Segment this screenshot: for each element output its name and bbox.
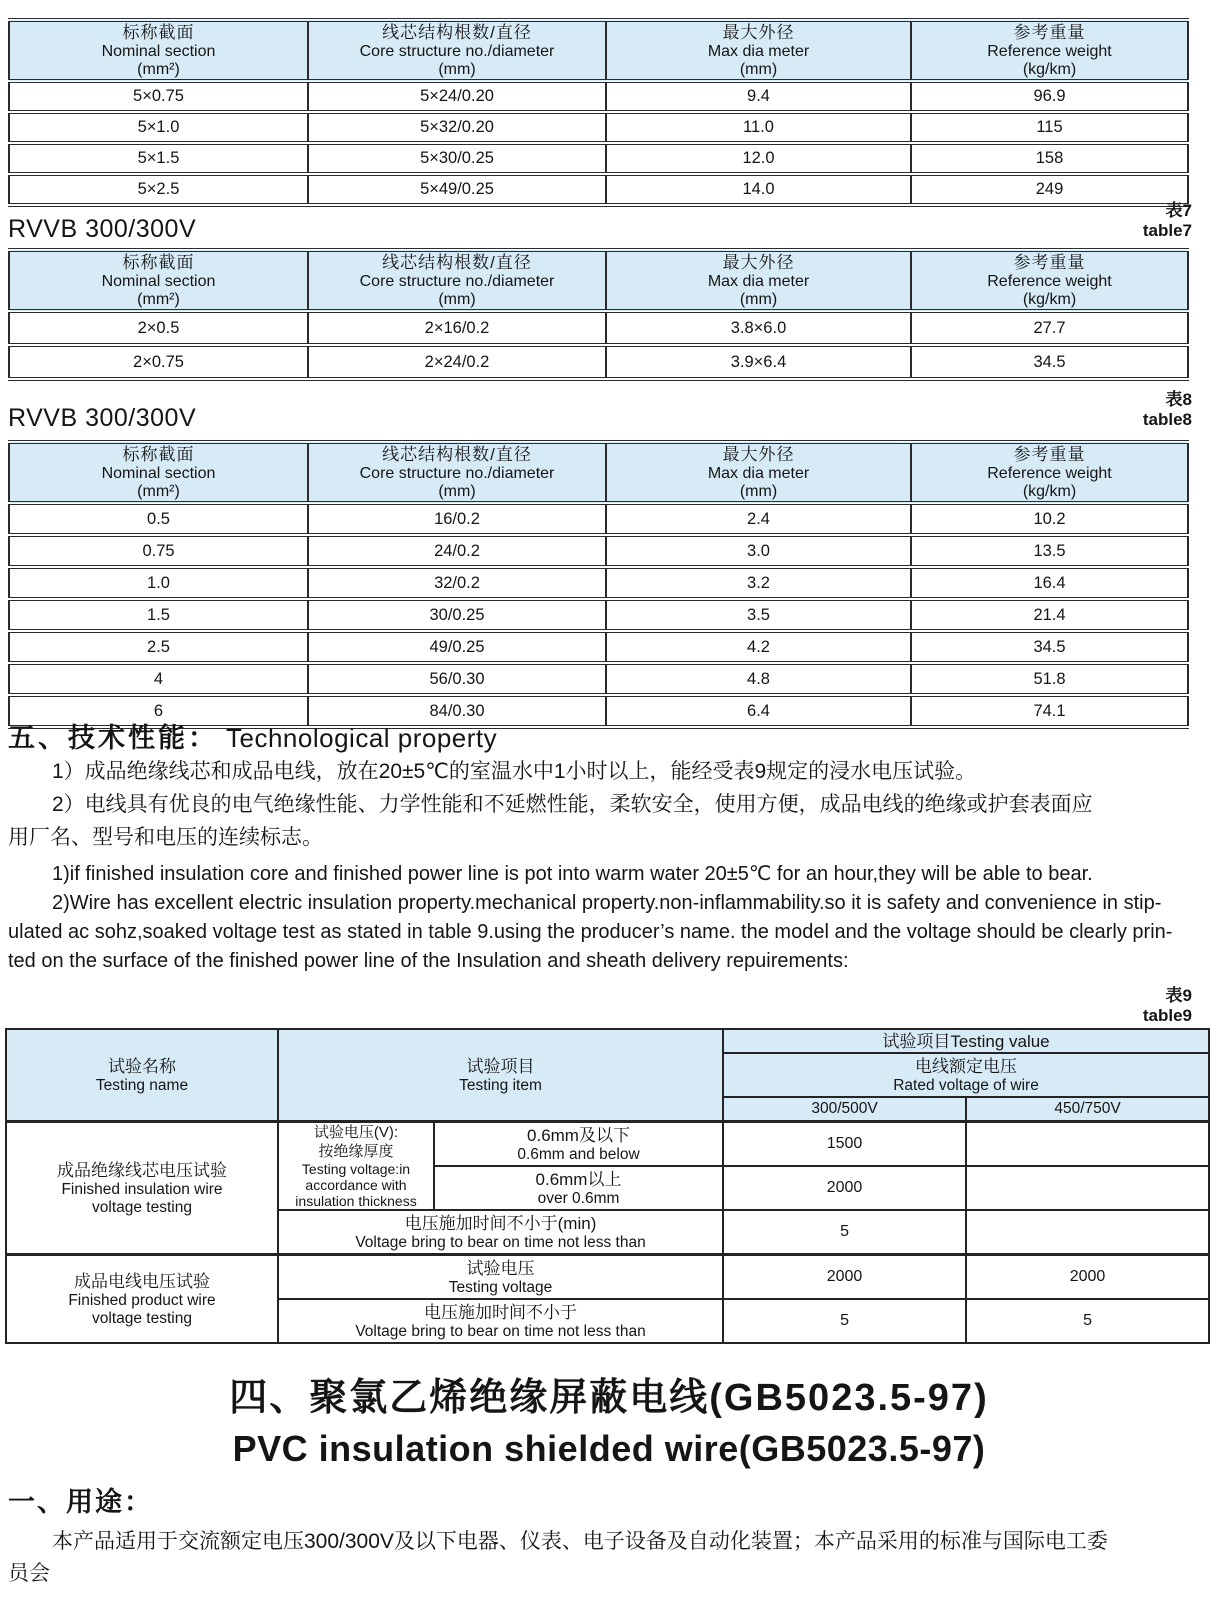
table-cell: 56/0.30: [308, 663, 606, 695]
col-header-core-structure: 线芯结构根数/直径 Core structure no./diameter (mm): [308, 250, 606, 311]
table-cell: 5: [966, 1299, 1209, 1343]
col-header-testing-value: 试验项目Testing value: [723, 1029, 1209, 1053]
paragraph-en-2-line3: ted on the surface of the finished power line of the Insulation and sheath delivery repuirements:: [8, 950, 849, 972]
table-cell: 5×49/0.25: [308, 174, 606, 205]
table-cell: 2000: [966, 1255, 1209, 1300]
paragraph-en-2-line1: 2)Wire has excellent electric insulation property.mechanical property.non-inflammability.so it is safety and convenience in stip-: [52, 892, 1162, 914]
col-header-max-diameter: 最大外径 Max dia meter (mm): [606, 250, 911, 311]
table-cell: 0.75: [9, 535, 308, 567]
table-cell: 84/0.30: [308, 695, 606, 727]
usage-line1: 本产品适用于交流额定电压300/300V及以下电器、仪表、电子设备及自动化装置；本产品采用的标准与国际电工委: [52, 1530, 1108, 1553]
table-cell: 4: [9, 663, 308, 695]
table-cell: 5×30/0.25: [308, 143, 606, 174]
table-row: [9, 143, 1188, 174]
col-header-testing-name: 试验名称 Testing name: [6, 1029, 278, 1122]
table-cell: 34.5: [911, 631, 1188, 663]
table-cell: 2×24/0.2: [308, 345, 606, 379]
table7-label: 表7 table7: [1142, 201, 1192, 240]
usage-heading: 一、用途：: [8, 1487, 153, 1517]
col-header-reference-weight: 参考重量 Reference weight (kg/km): [911, 20, 1188, 81]
table-cell: 30/0.25: [308, 599, 606, 631]
table-header-row: [9, 250, 1188, 311]
table-header-row: [9, 20, 1188, 81]
table-cell: 5: [723, 1299, 966, 1343]
table7-title: RVVB 300/300V: [8, 215, 197, 243]
col-header-reference-weight: 参考重量 Reference weight (kg/km): [911, 442, 1188, 503]
col-header-450-750v: 450/750V: [966, 1097, 1209, 1122]
table-cell: 4.2: [606, 631, 911, 663]
table-cell: 2000: [723, 1255, 966, 1300]
table-cell: 34.5: [911, 345, 1188, 379]
table-row: [9, 81, 1188, 112]
table-cell: 0.5: [9, 503, 308, 535]
usage-line2: 员会: [8, 1562, 50, 1585]
table-cell: 5×0.75: [9, 81, 308, 112]
table-cell: 14.0: [606, 174, 911, 205]
col-header-nominal-section: 标称截面 Nominal section (mm²): [9, 20, 308, 81]
table-row: [9, 567, 1188, 599]
table-cell: 3.8×6.0: [606, 311, 911, 345]
table-row: [6, 1122, 1209, 1167]
cell-testing-voltage: 试验电压 Testing voltage: [278, 1255, 723, 1300]
table-row: [9, 311, 1188, 345]
table-cell: 32/0.2: [308, 567, 606, 599]
table-cell: 3.2: [606, 567, 911, 599]
cell-voltage-time: 电压施加时间不小于 Voltage bring to bear on time not less than: [278, 1299, 723, 1343]
table-cell: 1.5: [9, 599, 308, 631]
table9-label: 表9 table9: [1142, 986, 1192, 1025]
table-cell: 158: [911, 143, 1188, 174]
paragraph-zh-2-line2: 用厂名、型号和电压的连续标志。: [8, 826, 323, 849]
col-header-nominal-section: 标称截面 Nominal section (mm²): [9, 442, 308, 503]
table-cell: 49/0.25: [308, 631, 606, 663]
table-row: [9, 174, 1188, 205]
table-cell: 5×32/0.20: [308, 112, 606, 143]
section5-heading-en: Technological property: [226, 723, 498, 753]
table-row: [9, 599, 1188, 631]
table8-label: 表8 table8: [1142, 390, 1192, 429]
table-cell: 3.0: [606, 535, 911, 567]
cell-06mm-below: 0.6mm及以下 0.6mm and below: [434, 1122, 723, 1167]
table-rvvb-1core: [8, 440, 1189, 729]
table-cell: 6: [9, 695, 308, 727]
col-header-nominal-section: 标称截面 Nominal section (mm²): [9, 250, 308, 311]
table-cell: 4.8: [606, 663, 911, 695]
table-row: [9, 345, 1188, 379]
table-cell: 51.8: [911, 663, 1188, 695]
table-cell: 5×24/0.20: [308, 81, 606, 112]
table-cell: 6.4: [606, 695, 911, 727]
table-cell: 2000: [723, 1166, 966, 1210]
table-cell: 115: [911, 112, 1188, 143]
paragraph-en-2-line2: ulated ac sohz,soaked voltage test as stated in table 9.using the producer’s name. the model and the voltage should be clearly prin-: [8, 921, 1173, 943]
col-header-max-diameter: 最大外径 Max dia meter (mm): [606, 20, 911, 81]
table-cell: 16.4: [911, 567, 1188, 599]
col-header-300-500v: 300/500V: [723, 1097, 966, 1122]
table-rvvb-2core: [8, 248, 1189, 381]
table-cell: 2×0.5: [9, 311, 308, 345]
table-cell: 2×0.75: [9, 345, 308, 379]
table-cell: 74.1: [911, 695, 1188, 727]
table-cell: 16/0.2: [308, 503, 606, 535]
table-cell: 2×16/0.2: [308, 311, 606, 345]
usage-paragraph: [8, 1526, 1213, 1590]
table-cell: 3.9×6.4: [606, 345, 911, 379]
section5-paragraphs: [8, 755, 1213, 976]
table-cell: 9.4: [606, 81, 911, 112]
section4-title: [0, 1372, 1218, 1474]
table-cell: 3.5: [606, 599, 911, 631]
col-header-core-structure: 线芯结构根数/直径 Core structure no./diameter (mm): [308, 20, 606, 81]
table-cell: 5×1.5: [9, 143, 308, 174]
table-cell: 96.9: [911, 81, 1188, 112]
section5-heading-zh: 五、技术性能：: [8, 723, 218, 753]
section4-title-zh: 四、聚氯乙烯绝缘屏蔽电线(GB5023.5-97): [229, 1377, 989, 1419]
table-cell: 12.0: [606, 143, 911, 174]
table-cell: 5×1.0: [9, 112, 308, 143]
table-cell: 27.7: [911, 311, 1188, 345]
table-cell: 5: [723, 1210, 966, 1255]
table-cell: 11.0: [606, 112, 911, 143]
table8-title: RVVB 300/300V: [8, 404, 197, 432]
cell-group2-name: 成品电线电压试验 Finished product wire voltage testing: [6, 1255, 278, 1344]
cell-testing-voltage-thickness: 试验电压(V): 按绝缘厚度 Testing voltage:in accordance with insulation thickness: [278, 1122, 434, 1211]
table-cell: 21.4: [911, 599, 1188, 631]
table-row: [9, 112, 1188, 143]
col-header-testing-item: 试验项目 Testing item: [278, 1029, 723, 1122]
table-cell: 1.0: [9, 567, 308, 599]
table-row: [6, 1255, 1209, 1300]
table-cell: 1500: [723, 1122, 966, 1167]
paragraph-zh-1: 1）成品绝缘线芯和成品电线，放在20±5℃的室温水中1小时以上，能经受表9规定的浸水电压试验。: [52, 760, 977, 783]
table-header-row: [9, 442, 1188, 503]
table-row: [9, 535, 1188, 567]
table-cell: [966, 1166, 1209, 1210]
table-cell: [966, 1122, 1209, 1167]
table-cell: 24/0.2: [308, 535, 606, 567]
section5-heading: [8, 716, 497, 755]
table-cell: 2.4: [606, 503, 911, 535]
table-5core: [8, 18, 1189, 207]
table-row: [9, 503, 1188, 535]
paragraph-en-1: 1)if finished insulation core and finished power line is pot into warm water 20±5℃ for an hour,they will be able to bear.: [52, 863, 1093, 885]
table9-header-row1: [6, 1029, 1209, 1053]
table-row: [9, 663, 1188, 695]
section4-title-en: PVC insulation shielded wire(GB5023.5-97): [232, 1428, 986, 1469]
table-cell: 249: [911, 174, 1188, 205]
col-header-max-diameter: 最大外径 Max dia meter (mm): [606, 442, 911, 503]
paragraph-zh-2-line1: 2）电线具有优良的电气绝缘性能、力学性能和不延燃性能，柔软安全，使用方便，成品电线的绝缘或护套表面应: [52, 793, 1093, 816]
table-cell: 5×2.5: [9, 174, 308, 205]
table-row: [9, 631, 1188, 663]
table-cell: 13.5: [911, 535, 1188, 567]
col-header-reference-weight: 参考重量 Reference weight (kg/km): [911, 250, 1188, 311]
cell-06mm-over: 0.6mm以上 over 0.6mm: [434, 1166, 723, 1210]
table-voltage-testing: [5, 1028, 1210, 1344]
table-cell: [966, 1210, 1209, 1255]
cell-voltage-time-min: 电压施加时间不小于(min) Voltage bring to bear on time not less than: [278, 1210, 723, 1255]
col-header-rated-voltage: 电线额定电压 Rated voltage of wire: [723, 1053, 1209, 1097]
col-header-core-structure: 线芯结构根数/直径 Core structure no./diameter (mm): [308, 442, 606, 503]
table-cell: 10.2: [911, 503, 1188, 535]
table-cell: 2.5: [9, 631, 308, 663]
cell-group1-name: 成品绝缘线芯电压试验 Finished insulation wire voltage testing: [6, 1122, 278, 1255]
